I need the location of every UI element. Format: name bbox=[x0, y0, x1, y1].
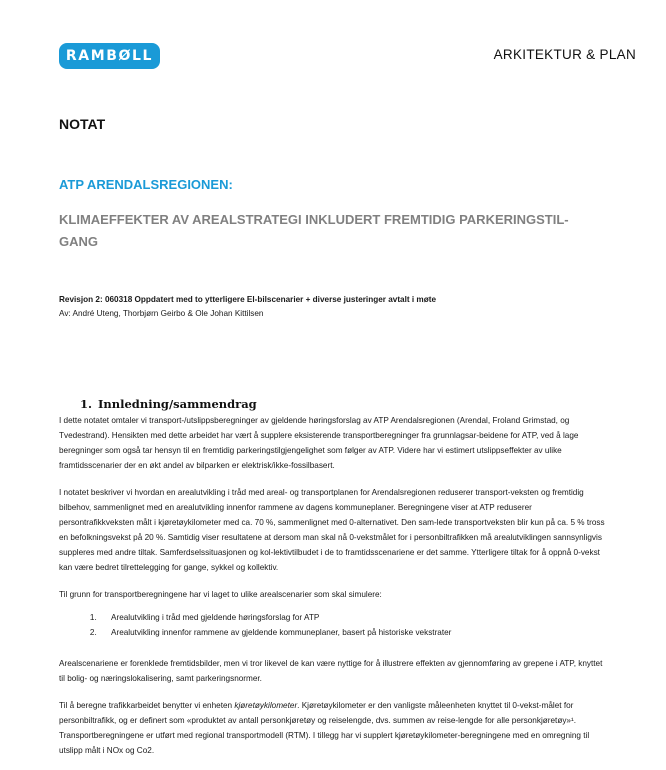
document-meta bbox=[59, 293, 436, 321]
document-title: ATP ARENDALSREGIONEN: bbox=[59, 177, 233, 192]
ramboll-logo: RAMBØLL bbox=[59, 43, 160, 69]
paragraph-text: . Kjøretøykilometer er den vanligste måleenheten knyttet til 0-vekst-målet for personbiltrafikk, og er definert som «produktet av antall personkjøretøy og reiselengde, dvs. summen av reise-lengde for alle personkjøretøy»¹. Transportberegningene er utført med regional transportmodell (RTM). I tillegg har vi supplert kjøretøykilometer-beregningene med en omregning til utslipp målt i NOx og Co2. bbox=[59, 701, 590, 755]
authors-line: Av: André Uteng, Thorbjørn Geirbo & Ole Johan Kittilsen bbox=[59, 309, 264, 318]
section-number: 1. bbox=[80, 397, 93, 411]
department-label: ARKITEKTUR & PLAN bbox=[493, 47, 636, 62]
emphasis-term: kjøretøykilometer bbox=[234, 701, 298, 710]
section-heading bbox=[80, 397, 257, 411]
revision-line: Revisjon 2: 060318 Oppdatert med to ytterligere El-bilscenarier + diverse justeringer avtalt i møte bbox=[59, 295, 436, 304]
paragraph: Arealscenariene er forenklede fremtidsbilder, men vi tror likevel de kan være nyttige for å illustrere effekten av gjennomføring av grepene i ATP, knyttet til bolig- og næringslokalisering, samt parkeringsnormer. bbox=[59, 659, 603, 683]
paragraph bbox=[59, 698, 607, 758]
paragraph-text: Til å beregne trafikkarbeidet benytter vi enheten bbox=[59, 701, 235, 710]
document-type: NOTAT bbox=[59, 116, 106, 132]
scenario-list bbox=[59, 610, 607, 640]
section-title: Innledning/sammendrag bbox=[98, 397, 257, 411]
section-body bbox=[59, 413, 607, 770]
paragraph: Til grunn for transportberegningene har vi laget to ulike arealscenarier som skal simulere: bbox=[59, 590, 382, 599]
document-subtitle: KLIMAEFFEKTER AV AREALSTRATEGI INKLUDERT FREMTIDIG PARKERINGSTIL-GANG bbox=[59, 212, 569, 249]
paragraph: I notatet beskriver vi hvordan en arealutvikling i tråd med areal- og transportplanen for Arendalsregionen reduserer transport-veksten og fremtidig bilbehov, sammenlignet med en arealutvikling innenfor rammene av dagens kommuneplaner. Beregningene viser at ATP reduserer persontrafikkveksten målt i kjøretøykilometer med ca. 70 %, sammenlignet med 0-alternativet. Den sam-lede transportveksten blir kun på ca. 5 % tross en befolkningsvekst på 20 %. Samtidig viser resultatene at dersom man skal nå 0-vekstmålet for i personbiltrafikken må arealutviklingen sannsynligvis suppleres med andre tiltak. Samferdselssituasjonen og kol-lektivtilbudet i de to framtidsscenariene er det samme. Ytterligere tiltak for å oppnå 0-vekst kan være bedret tilrettelegging for gange, sykkel og kollektiv. bbox=[59, 488, 605, 572]
list-item: 2. Arealutvikling innenfor rammene av gjeldende kommuneplaner, basert på historiske vekstrater bbox=[99, 625, 607, 640]
list-item: 1. Arealutvikling i tråd med gjeldende høringsforslag for ATP bbox=[99, 610, 607, 625]
paragraph: I dette notatet omtaler vi transport-/utslippsberegninger av gjeldende høringsforslag av ATP Arendalsregionen (Arendal, Froland Grimstad, og Tvedestrand). Hensikten med dette arbeidet har vært å supplere eksisterende transportberegninger fra grunnlagsar-beidene for ATP, ved å lage beregninger som også tar hensyn til en fremtidig parkeringstilgjengelighet som følger av ATP. Videre har vi estimert utslippseffekter av ulike framtidsscenarier der en økt andel av bilparken er elektrisk/ikke-fossilbasert. bbox=[59, 416, 579, 470]
